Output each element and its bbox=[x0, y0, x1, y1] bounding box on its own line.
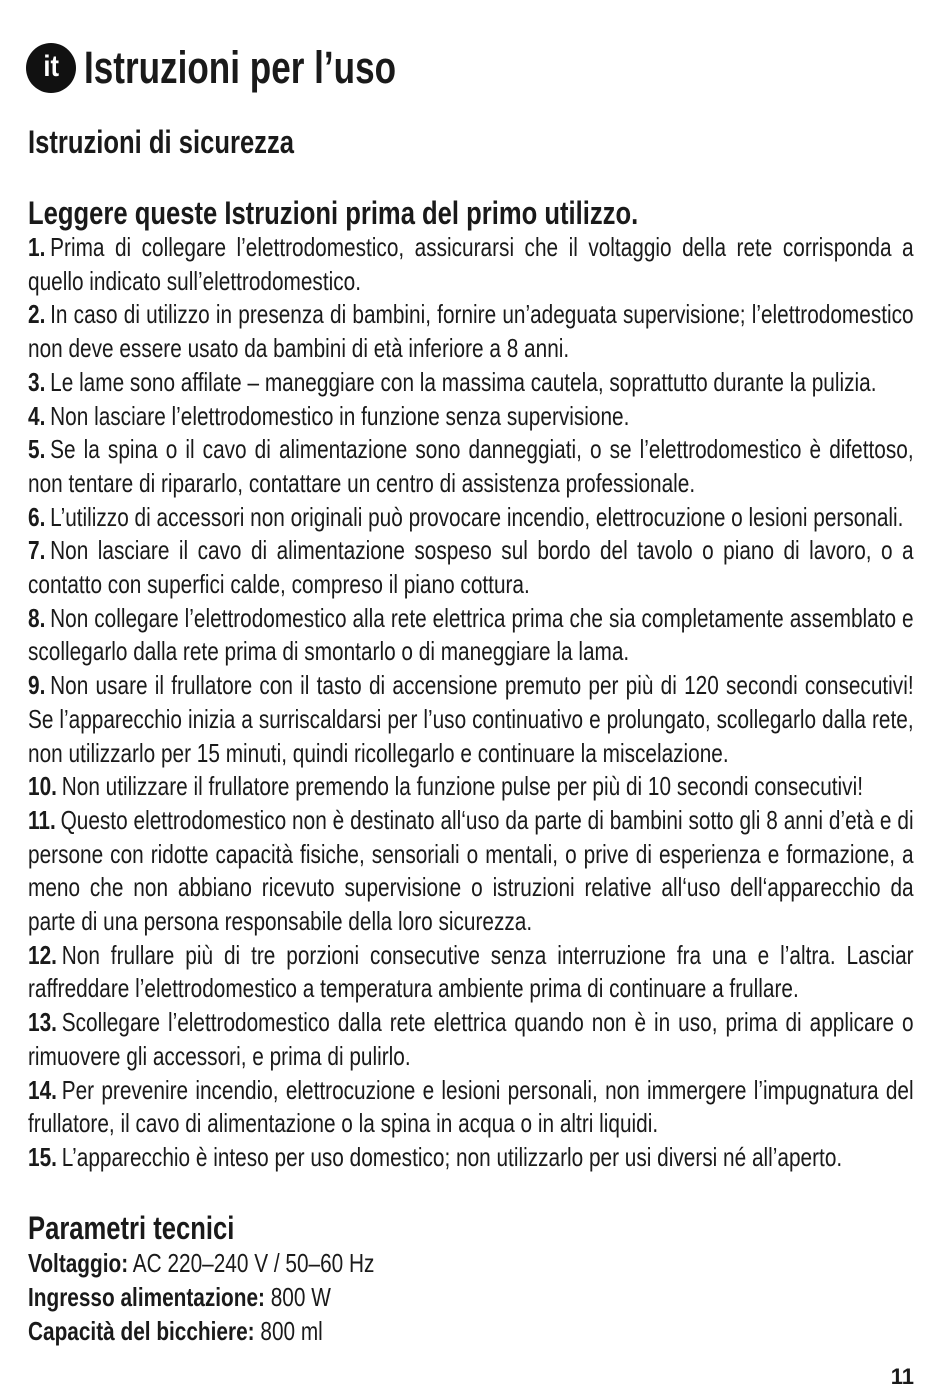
param-value: 800 W bbox=[270, 1282, 331, 1312]
item-text: Per prevenire incendio, elettrocuzione e lesioni personali, non immergere l’impugnatura del frullatore, il cavo di alimentazione o la spina in acqua o in altri liquidi. bbox=[28, 1074, 914, 1139]
item-text: In caso di utilizzo in presenza di bambini, fornire un’adeguata supervisione; l’elettrodomestico non deve essere usato da bambini di età inferiore a 8 anni. bbox=[28, 299, 914, 364]
item-number: 12. bbox=[28, 939, 57, 970]
param-label: Capacità del bicchiere: bbox=[28, 1316, 255, 1346]
page-title-text: Istruzioni per l’uso bbox=[84, 42, 397, 93]
item-number: 6. bbox=[28, 501, 46, 532]
safety-intro: Leggere queste Istruzioni prima del primo utilizzo. bbox=[28, 195, 639, 231]
list-item bbox=[28, 298, 914, 365]
technical-heading: Parametri tecnici bbox=[28, 1210, 235, 1246]
list-item bbox=[28, 770, 914, 804]
language-badge: it bbox=[26, 43, 76, 93]
item-text: L’utilizzo di accessori non originali può provocare incendio, elettrocuzione o lesioni personali. bbox=[50, 501, 904, 532]
item-number: 11. bbox=[28, 804, 56, 835]
item-number: 10. bbox=[28, 771, 57, 802]
item-number: 4. bbox=[28, 400, 46, 431]
item-number: 13. bbox=[28, 1007, 57, 1038]
item-text: Non collegare l’elettrodomestico alla rete elettrica prima che sia completamente assemblato e scollegarlo dalla rete prima di smontarlo o di maneggiare la lama. bbox=[28, 602, 914, 667]
item-number: 5. bbox=[28, 434, 46, 465]
item-text: Non frullare più di tre porzioni consecutive senza interruzione fra una e l’altra. Lasciar raffreddare l’elettrodomestico a temperatura ambiente prima di continuare a frullare. bbox=[28, 939, 914, 1004]
item-number: 2. bbox=[28, 299, 46, 330]
list-item bbox=[28, 1006, 914, 1073]
list-item bbox=[28, 433, 914, 500]
list-item bbox=[28, 939, 914, 1006]
item-number: 8. bbox=[28, 602, 46, 633]
item-text: Se la spina o il cavo di alimentazione sono danneggiati, o se l’elettrodomestico è difettoso, non tentare di ripararlo, contattare un centro di assistenza professionale. bbox=[28, 434, 914, 498]
list-item bbox=[28, 1074, 914, 1141]
param-row bbox=[28, 1280, 374, 1314]
list-item bbox=[28, 804, 914, 939]
param-row bbox=[28, 1246, 374, 1280]
item-number: 7. bbox=[28, 535, 46, 566]
param-label: Ingresso alimentazione: bbox=[28, 1282, 265, 1312]
list-item bbox=[28, 669, 914, 770]
list-item bbox=[28, 602, 914, 669]
item-text: Non lasciare l’elettrodomestico in funzione senza supervisione. bbox=[50, 400, 630, 431]
item-text: Le lame sono affilate – maneggiare con la massima cautela, soprattutto durante la pulizia. bbox=[50, 366, 877, 397]
param-row bbox=[28, 1314, 374, 1348]
safety-heading: Istruzioni di sicurezza bbox=[28, 124, 295, 160]
item-text: Non lasciare il cavo di alimentazione sospeso sul bordo del tavolo o piano di lavoro, o a contatto con superfici calde, compreso il piano cottura. bbox=[28, 535, 914, 600]
item-number: 1. bbox=[28, 232, 46, 262]
item-text: Non utilizzare il frullatore premendo la funzione pulse per più di 10 secondi consecutivi! bbox=[61, 771, 863, 802]
list-item bbox=[28, 231, 914, 298]
param-label: Voltaggio: bbox=[28, 1248, 129, 1278]
item-number: 9. bbox=[28, 670, 46, 701]
list-item bbox=[28, 400, 914, 434]
item-text: Prima di collegare l’elettrodomestico, assicurarsi che il voltaggio della rete corrisponda a quello indicato sull’elettrodomestico. bbox=[28, 232, 914, 296]
item-text: Scollegare l’elettrodomestico dalla rete elettrica quando non è in uso, prima di applicare o rimuovere gli accessori, e prima di pulirlo. bbox=[28, 1007, 914, 1071]
safety-instructions-list bbox=[28, 231, 914, 1175]
technical-parameters bbox=[28, 1246, 374, 1348]
param-value: AC 220–240 V / 50–60 Hz bbox=[132, 1248, 375, 1278]
item-text: L’apparecchio è inteso per uso domestico; non utilizzarlo per usi diversi né all’aperto. bbox=[61, 1141, 843, 1172]
item-number: 14. bbox=[28, 1074, 57, 1105]
page-number: 11 bbox=[890, 1364, 914, 1389]
item-text: Questo elettrodomestico non è destinato all‘uso da parte di bambini sotto gli 8 anni d’età e di persone con ridotte capacità fisiche, sensoriali o mentali, o prive di esperienza e formazione, a meno che non abbiano ricevuto supervisione o istruzioni relative all‘uso dell‘apparecchio da parte di una persona responsabile della loro sicurezza. bbox=[28, 804, 914, 937]
item-number: 15. bbox=[28, 1141, 57, 1172]
page-title bbox=[26, 40, 484, 96]
list-item bbox=[28, 534, 914, 601]
list-item bbox=[28, 501, 914, 535]
list-item bbox=[28, 1141, 914, 1175]
list-item bbox=[28, 366, 914, 400]
item-number: 3. bbox=[28, 366, 46, 397]
item-text: Non usare il frullatore con il tasto di accensione premuto per più di 120 secondi consecutivi! Se l’apparecchio inizia a surriscaldarsi per l’uso continuativo e prolungato, scollegarlo dalla rete, non utilizzarlo per 15 minuti, quindi ricollegarlo e continuare la miscelazione. bbox=[28, 670, 914, 768]
param-value: 800 ml bbox=[260, 1316, 323, 1346]
